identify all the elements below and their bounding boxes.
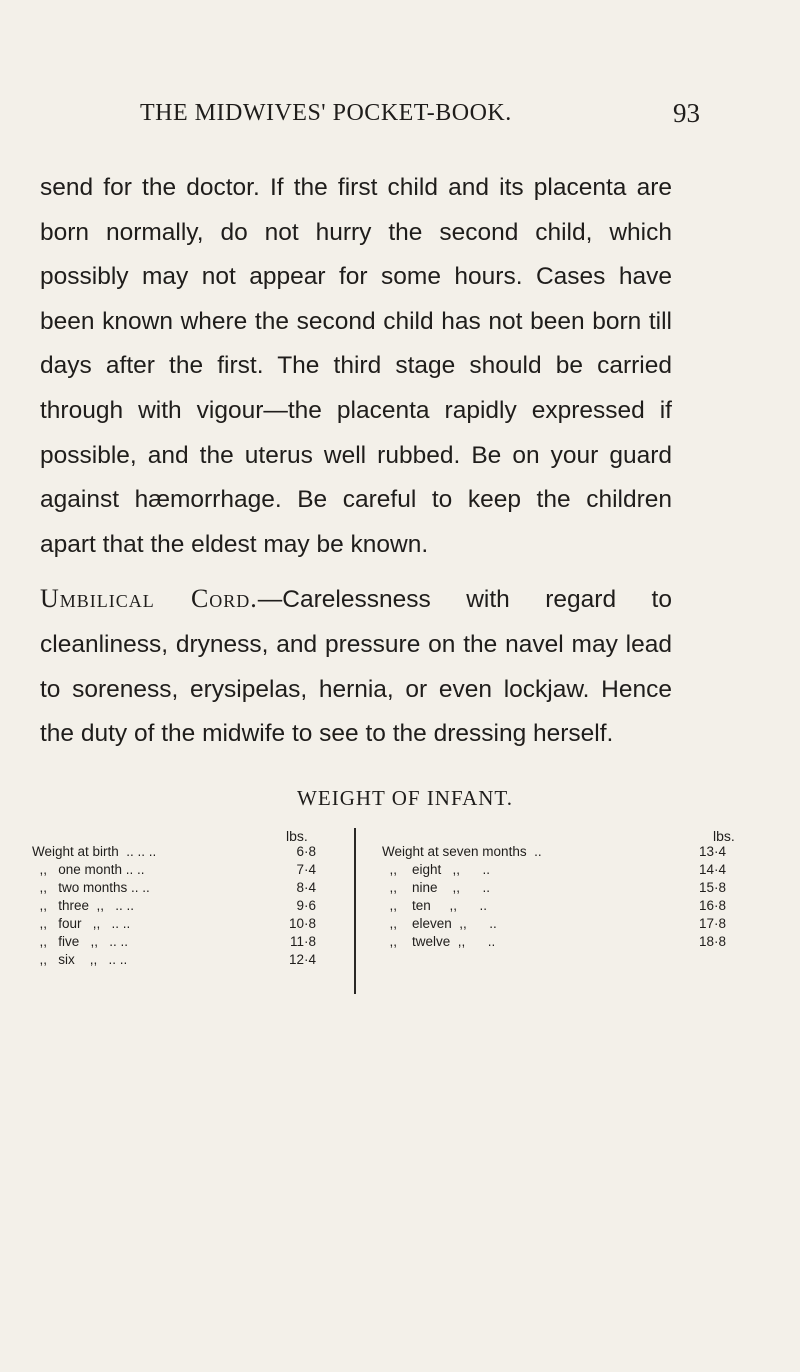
unit-header-right: lbs. (713, 828, 735, 844)
table-row (32, 844, 342, 862)
table-row (32, 934, 342, 952)
column-divider (354, 828, 356, 994)
row-label: ,, ten ,, .. (382, 898, 488, 913)
table-row (32, 862, 342, 880)
row-label: ,, twelve ,, .. (382, 934, 496, 949)
table-row (382, 862, 742, 880)
body-text (40, 166, 672, 757)
table-row (32, 880, 342, 898)
row-value: 17·8 (698, 916, 726, 931)
table-row (32, 898, 342, 916)
table-row (382, 880, 742, 898)
row-value: 14·4 (698, 862, 726, 877)
table-row (382, 898, 742, 916)
row-value: 7·4 (296, 862, 316, 877)
row-label: ,, four ,, .. .. (32, 916, 131, 931)
row-label: ,, two months .. .. (32, 880, 150, 895)
running-title: THE MIDWIVES' POCKET-BOOK. (140, 100, 512, 126)
row-value: 18·8 (698, 934, 726, 949)
row-value: 16·8 (698, 898, 726, 913)
row-label: ,, three ,, .. .. (32, 898, 135, 913)
row-value: 10·8 (288, 916, 316, 931)
row-label: ,, six ,, .. .. (32, 952, 128, 967)
paragraph-umbilical-cord-text: —Carelessness with regard to cleanliness, dryness, and pressure on the navel may lead to soreness, erysipelas, hernia, or even lockjaw. Hence the duty of the midwife to see to the dressing herself. (40, 586, 672, 748)
table-row (382, 916, 742, 934)
row-label: ,, five ,, .. .. (32, 934, 129, 949)
row-value: 9·6 (296, 898, 316, 913)
table-row (32, 952, 342, 970)
table-row (382, 844, 742, 862)
page-number: 93 (673, 98, 700, 128)
row-label: ,, eleven ,, .. (382, 916, 497, 931)
paragraph-umbilical-cord (40, 577, 672, 756)
row-label: Weight at birth .. .. .. (32, 844, 157, 859)
row-value: 11·8 (289, 934, 316, 949)
row-value: 15·8 (698, 880, 726, 895)
row-label: ,, nine ,, .. (382, 880, 491, 895)
running-head (140, 100, 700, 140)
row-label: Weight at seven months .. (382, 844, 542, 859)
paragraph-placenta: send for the doctor. If the first child and its placenta are born normally, do not hurry the second child, which possibly may not appear for some hours. Cases have been known where the second child has not been born till days after the first. The third stage should be carried through with vigour—the placenta rapidly expressed if possible, and the uterus well rubbed. Be on your guard against hæmorrhage. Be careful to keep the children apart that the eldest may be known. (40, 174, 672, 558)
section-heading-umbilical-cord: Umbilical Cord. (40, 584, 258, 614)
table-row (32, 916, 342, 934)
unit-header-left: lbs. (286, 828, 308, 844)
row-label: ,, one month .. .. (32, 862, 145, 877)
row-value: 6·8 (296, 844, 316, 859)
row-value: 12·4 (288, 952, 316, 967)
row-value: 8·4 (296, 880, 316, 895)
table-row (382, 934, 742, 952)
table-title: WEIGHT OF INFANT. (297, 786, 513, 810)
row-value: 13·4 (698, 844, 726, 859)
row-label: ,, eight ,, .. (382, 862, 491, 877)
